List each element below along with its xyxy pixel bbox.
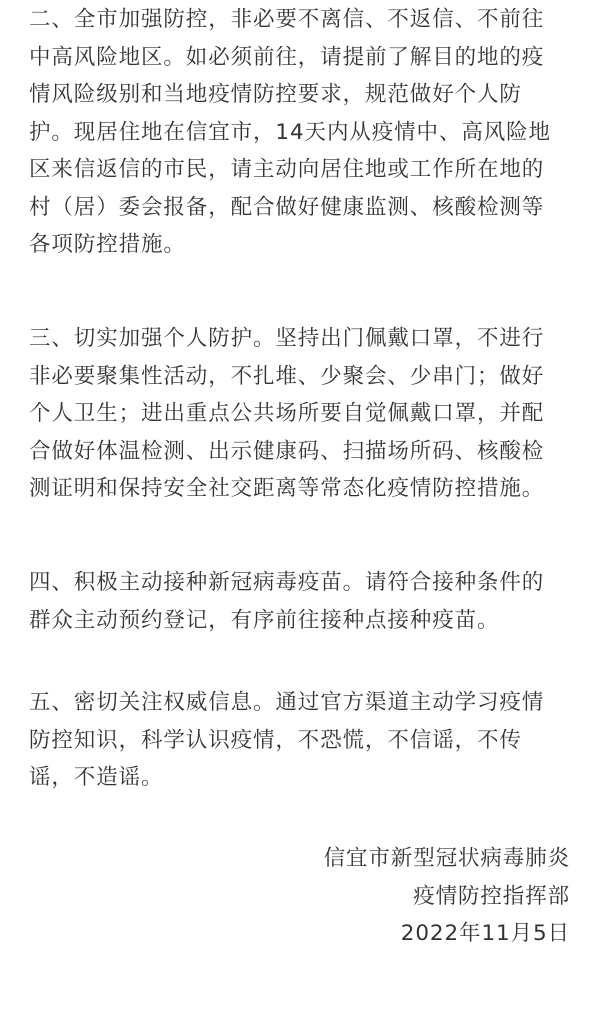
- paragraph-line: 谣，不造谣。: [29, 765, 164, 790]
- paragraph-line: 合做好体温检测、出示健康码、扫描场所码、核酸检: [29, 438, 545, 464]
- paragraph-three: [29, 320, 544, 508]
- paragraph-two: [29, 1, 551, 264]
- signature-organization-department: 疫情防控指挥部: [413, 883, 570, 909]
- paragraph-line: 情风险级别和当地疫情防控要求，规范做好个人防: [29, 82, 522, 107]
- paragraph-line: 测证明和保持安全社交距离等常态化疫情防控措施。: [29, 476, 545, 501]
- paragraph-line: 护。现居住地在信宜市，14天内从疫情中、高风险地: [29, 119, 551, 145]
- paragraph-line: 非必要聚集性活动，不扎堆、少聚会、少串门；做好: [29, 363, 545, 389]
- paragraph-line: 各项防控措施。: [29, 232, 186, 257]
- paragraph-line: 村（居）委会报备，配合做好健康监测、核酸检测等: [29, 194, 545, 220]
- paragraph-line: 五、密切关注权威信息。通过官方渠道主动学习疫情: [29, 690, 545, 715]
- paragraph-line: 防控知识，科学认识疫情，不恐慌，不信谣，不传: [29, 727, 522, 753]
- paragraph-five: [29, 684, 544, 797]
- paragraph-line: 中高风险地区。如必须前往，请提前了解目的地的疫: [29, 44, 545, 70]
- paragraph-line: 个人卫生；进出重点公共场所要自觉佩戴口罩，并配: [29, 401, 545, 426]
- signature-block: [324, 840, 570, 953]
- paragraph-line: 群众主动预约登记，有序前往接种点接种疫苗。: [29, 607, 500, 633]
- paragraph-line: 二、全市加强防控，非必要不离信、不返信、不前往: [29, 7, 545, 32]
- paragraph-line: 区来信返信的市民，请主动向居住地或工作所在地的: [29, 157, 545, 182]
- paragraph-line: 三、切实加强个人防护。坚持出门佩戴口罩，不进行: [29, 326, 545, 351]
- signature-organization: 信宜市新型冠状病毒肺炎: [323, 846, 570, 871]
- paragraph-four: [29, 564, 544, 639]
- signature-date: 2022年11月5日: [400, 921, 570, 946]
- paragraph-line: 四、积极主动接种新冠病毒疫苗。请符合接种条件的: [29, 570, 545, 595]
